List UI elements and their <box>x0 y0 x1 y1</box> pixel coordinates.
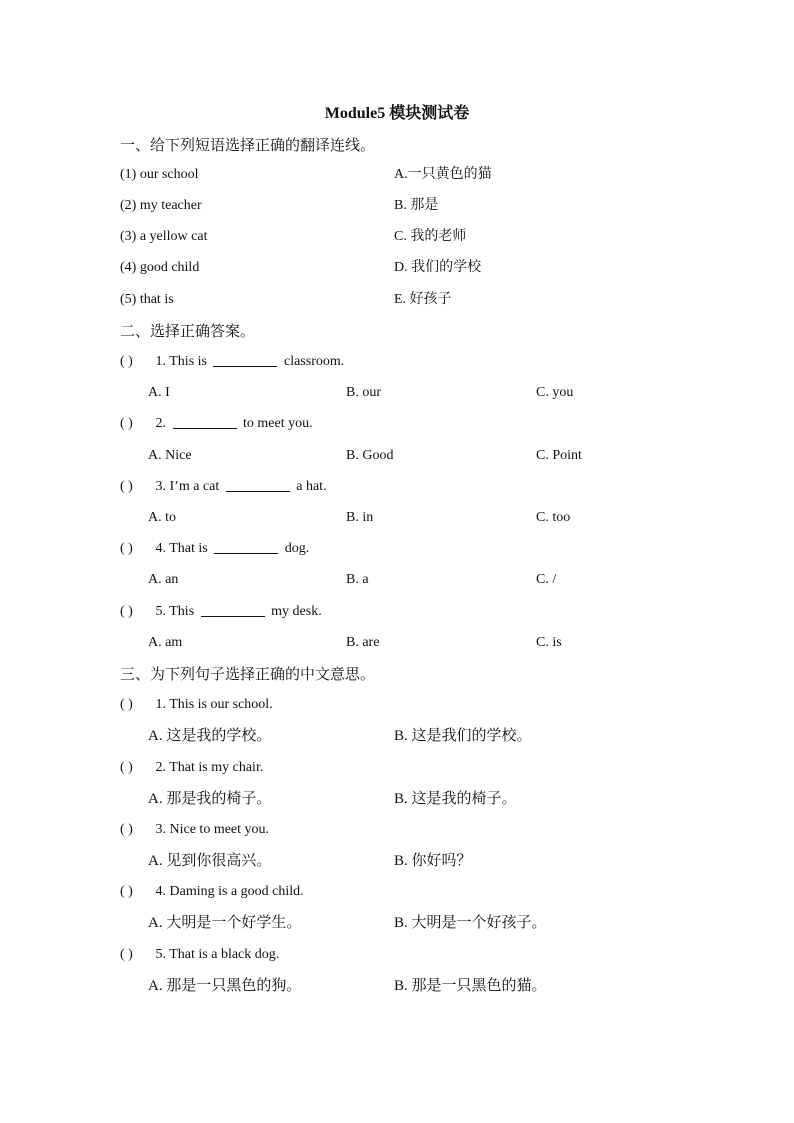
question-text: 1. This is our school. <box>155 697 273 712</box>
option-b[interactable]: B. 那是一只黑色的猫。 <box>394 978 547 994</box>
option-a[interactable]: A. an <box>148 572 179 587</box>
option-a[interactable]: A. 那是一只黑色的狗。 <box>148 978 302 994</box>
question-text-before: 2. <box>155 416 166 431</box>
phrase-chinese: E. 好孩子 <box>394 292 452 307</box>
question-text-before: 5. This <box>155 604 195 619</box>
question-text: 2. That is my chair. <box>155 760 264 775</box>
question-text-before: 1. This is <box>155 354 207 369</box>
phrase-chinese: B. 那是 <box>394 198 439 213</box>
matching-row <box>120 226 680 248</box>
option-a[interactable]: A. Nice <box>148 448 192 463</box>
question <box>120 757 263 779</box>
options-row <box>148 507 708 529</box>
option-a[interactable]: A. am <box>148 635 183 650</box>
option-a[interactable]: A. 见到你很高兴。 <box>148 853 272 869</box>
question-text-before: 4. That is <box>155 541 208 556</box>
question-text-after: my desk. <box>271 604 322 619</box>
option-b[interactable]: B. 这是我们的学校。 <box>394 728 532 744</box>
option-b[interactable]: B. are <box>346 635 380 650</box>
phrase-chinese: A.一只黄色的猫 <box>394 167 492 182</box>
options-row <box>148 788 708 810</box>
matching-row <box>120 164 680 186</box>
option-c[interactable]: C. too <box>536 510 571 525</box>
option-c[interactable]: C. you <box>536 385 574 400</box>
question <box>120 601 322 623</box>
option-b[interactable]: B. a <box>346 572 369 587</box>
option-b[interactable]: B. 这是我的椅子。 <box>394 791 517 807</box>
question-text: 5. That is a black dog. <box>155 947 280 962</box>
question <box>120 351 344 373</box>
fill-blank[interactable] <box>173 414 237 429</box>
option-c[interactable]: C. is <box>536 635 562 650</box>
answer-parentheses[interactable]: ( ) <box>120 822 133 837</box>
phrase-english: (3) a yellow cat <box>120 229 208 244</box>
section3-heading: 三、为下列句子选择正确的中文意思。 <box>120 667 376 683</box>
question-text-after: dog. <box>284 541 310 556</box>
phrase-english: (1) our school <box>120 167 199 182</box>
question-text-after: classroom. <box>283 354 345 369</box>
options-row <box>148 382 708 404</box>
question <box>120 944 279 966</box>
page-title: Module5 模块测试卷 <box>324 105 470 122</box>
option-c[interactable]: C. Point <box>536 448 582 463</box>
matching-row <box>120 257 680 279</box>
question <box>120 476 327 498</box>
question <box>120 413 313 435</box>
phrase-english: (2) my teacher <box>120 198 202 213</box>
phrase-chinese: C. 我的老师 <box>394 229 467 244</box>
answer-parentheses[interactable]: ( ) <box>120 760 133 775</box>
options-row <box>148 725 708 747</box>
option-b[interactable]: B. Good <box>346 448 394 463</box>
answer-parentheses[interactable]: ( ) <box>120 479 133 494</box>
option-b[interactable]: B. 大明是一个好孩子。 <box>394 915 547 931</box>
question-text-after: to meet you. <box>243 416 313 431</box>
question-text-before: 3. I’m a cat <box>155 479 220 494</box>
phrase-english: (4) good child <box>120 260 200 275</box>
section1-heading: 一、给下列短语选择正确的翻译连线。 <box>120 138 376 154</box>
matching-row <box>120 289 680 311</box>
answer-parentheses[interactable]: ( ) <box>120 354 133 369</box>
options-row <box>148 569 708 591</box>
question-text-after: a hat. <box>296 479 327 494</box>
question <box>120 694 273 716</box>
phrase-chinese: D. 我们的学校 <box>394 260 482 275</box>
question <box>120 881 304 903</box>
option-a[interactable]: A. 大明是一个好学生。 <box>148 915 302 931</box>
fill-blank[interactable] <box>201 602 265 617</box>
question-text: 4. Daming is a good child. <box>155 884 304 899</box>
options-row <box>148 975 708 997</box>
question-text: 3. Nice to meet you. <box>155 822 270 837</box>
section2-heading: 二、选择正确答案。 <box>120 324 256 340</box>
options-row <box>148 632 708 654</box>
matching-row <box>120 195 680 217</box>
answer-parentheses[interactable]: ( ) <box>120 416 133 431</box>
answer-parentheses[interactable]: ( ) <box>120 884 133 899</box>
option-a[interactable]: A. I <box>148 385 170 400</box>
option-c[interactable]: C. / <box>536 572 557 587</box>
option-a[interactable]: A. 那是我的椅子。 <box>148 791 272 807</box>
answer-parentheses[interactable]: ( ) <box>120 697 133 712</box>
option-a[interactable]: A. to <box>148 510 176 525</box>
options-row <box>148 850 708 872</box>
question <box>120 538 309 560</box>
options-row <box>148 912 708 934</box>
option-b[interactable]: B. in <box>346 510 374 525</box>
option-b[interactable]: B. our <box>346 385 381 400</box>
option-b[interactable]: B. 你好吗？ <box>394 853 472 869</box>
phrase-english: (5) that is <box>120 292 174 307</box>
fill-blank[interactable] <box>226 477 290 492</box>
options-row <box>148 445 708 467</box>
question <box>120 819 269 841</box>
fill-blank[interactable] <box>214 539 278 554</box>
option-a[interactable]: A. 这是我的学校。 <box>148 728 272 744</box>
answer-parentheses[interactable]: ( ) <box>120 541 133 556</box>
answer-parentheses[interactable]: ( ) <box>120 604 133 619</box>
fill-blank[interactable] <box>213 352 277 367</box>
answer-parentheses[interactable]: ( ) <box>120 947 133 962</box>
